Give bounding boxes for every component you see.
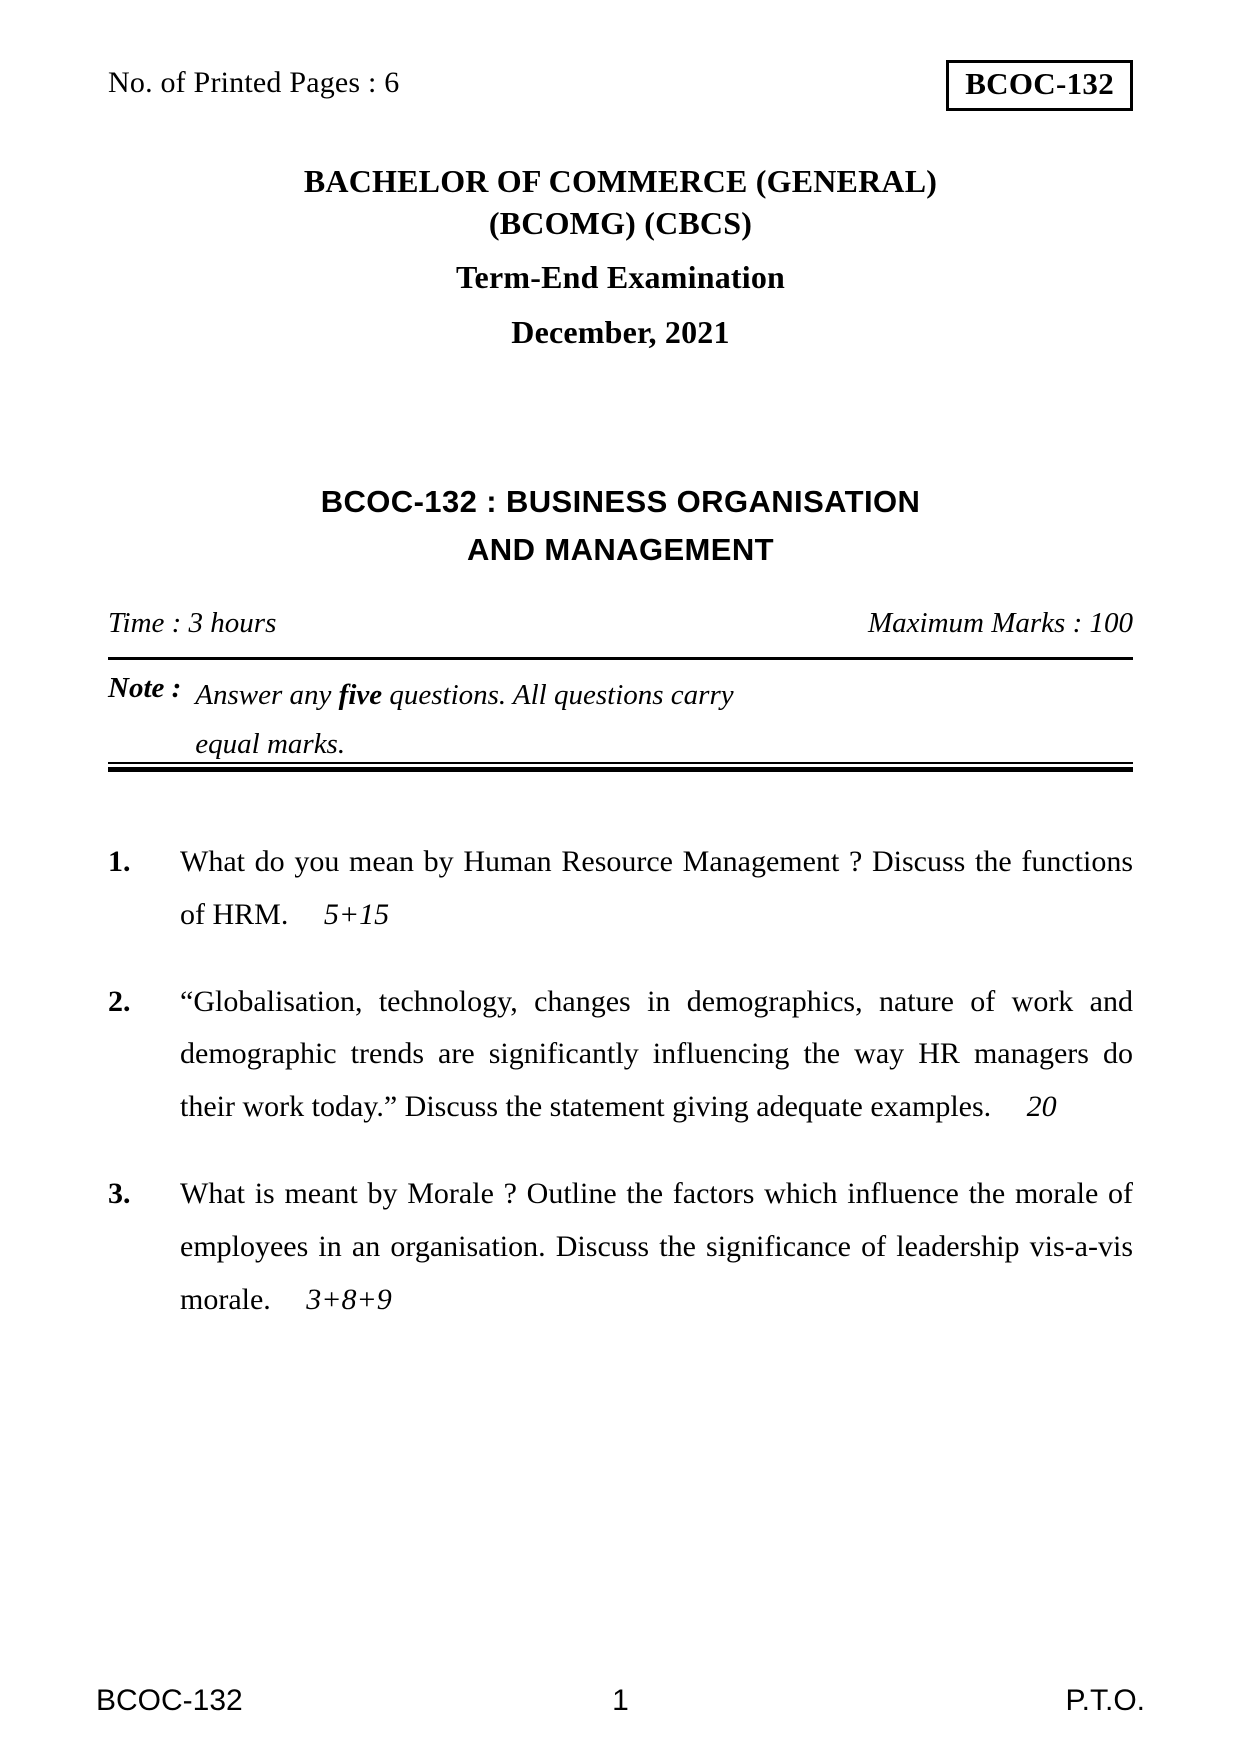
questions-list — [108, 836, 1133, 1360]
note-text — [195, 672, 1133, 719]
programme-name-line1: BACHELOR OF COMMERCE (GENERAL) — [303, 163, 938, 199]
page-header — [108, 60, 1133, 120]
divider-rule-double — [108, 762, 1133, 770]
exam-duration: Time : 3 hours — [108, 607, 277, 639]
question-body — [180, 1168, 1133, 1326]
question-body — [180, 836, 1133, 942]
question-text: “Globalisation, technology, changes in demographics, nature of work and demographic trends are significantly influencing the way HR managers do their work today.” Discuss the statement giving adequate examples. — [180, 984, 1133, 1124]
question-item — [108, 836, 1133, 942]
question-item — [108, 1168, 1133, 1326]
note-emphasis: five — [338, 679, 383, 711]
question-number: 3. — [108, 1176, 131, 1210]
printed-pages-label: No. of Printed Pages : 6 — [108, 66, 400, 99]
programme-title-block — [108, 160, 1133, 353]
exam-max-marks: Maximum Marks : 100 — [868, 607, 1133, 639]
footer-course-code: BCOC-132 — [96, 1684, 243, 1717]
question-body — [180, 976, 1133, 1134]
note-label: Note : — [108, 672, 182, 704]
note-text-after: questions. All questions carry — [389, 679, 734, 711]
question-number: 1. — [108, 845, 131, 878]
programme-name-line2: (BCOMG) (CBCS) — [488, 205, 753, 242]
footer-page-number: 1 — [612, 1684, 629, 1717]
page-footer — [96, 1684, 1145, 1718]
question-text: What do you mean by Human Resource Management ? Discuss the functions of HRM. — [180, 845, 1133, 931]
question-marks: 5+15 — [323, 897, 390, 931]
subject-title — [108, 478, 1133, 574]
subject-title-line1: BCOC-132 : BUSINESS ORGANISATION — [320, 484, 921, 519]
question-text: What is meant by Morale ? Outline the factors which influence the morale of employees in an organisation. Discuss the significance of leadership vis-a-vis morale. — [180, 1176, 1133, 1316]
question-marks: 20 — [1026, 1090, 1057, 1124]
exam-info-row — [108, 607, 1133, 640]
divider-rule-top — [108, 657, 1133, 660]
question-marks: 3+8+9 — [306, 1282, 392, 1316]
divider-rule-thick — [108, 767, 1133, 772]
divider-rule-thin — [108, 762, 1133, 764]
note-text-before: Answer any — [195, 679, 332, 711]
footer-pto: P.T.O. — [1065, 1684, 1145, 1717]
note-second-line: equal marks. — [195, 727, 346, 760]
instructions-note — [108, 672, 1133, 768]
course-code-box: BCOC-132 — [946, 60, 1133, 111]
exam-session: December, 2021 — [511, 313, 730, 350]
question-number: 2. — [108, 984, 131, 1018]
question-item — [108, 976, 1133, 1134]
subject-title-line2: AND MANAGEMENT — [467, 532, 774, 568]
exam-type: Term-End Examination — [455, 259, 786, 296]
